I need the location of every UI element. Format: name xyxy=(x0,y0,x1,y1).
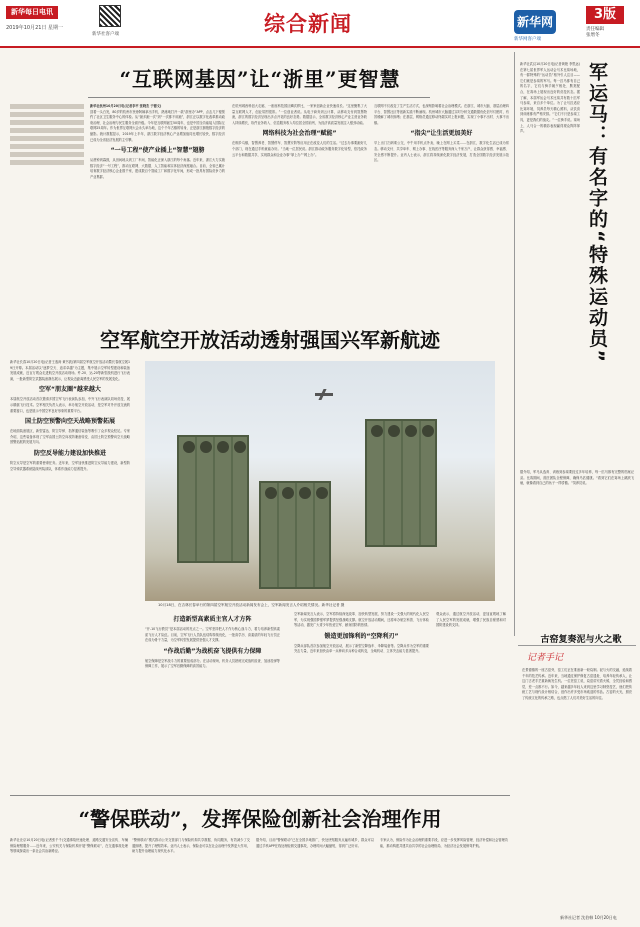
aircraft-silhouette xyxy=(315,393,333,396)
article1-text2: 在杭州城西科创大走廊，一座座科技园区鳞次栉比，一家家创新企业快速成长。“这里聚集了大量互联网人才，创业氛围很浓。”一位创业者说。从电子商务到云计算，从移动支付到智慧物流，浙江的数字经济呈现出多点开花的良好态势。数据显示，全省数字经济核心产业主营业务收入持续增长，软件业务收入、信息服务收入均位居全国前列，为经济高质量发展注入强劲动能。 xyxy=(232,104,367,125)
sidebar-title[interactable]: 军运马：有名字的“特殊运动员” xyxy=(586,62,608,364)
missile-launcher-photo[interactable] xyxy=(145,361,495,601)
photo-caption: 10月18日，在吉林长春举行的第四届空军航空开放活动新闻发布会上，空军新闻发言人介绍相关情况。新华社记者 摄 xyxy=(158,603,345,607)
article1-byline: 新华社杭州10月20日电(记者李平 张晓杰 于德文) xyxy=(90,104,162,108)
article2-text1: 新华社长春10月20日电(记者王逸涛 黄书波)第四届空军航空开放活动暨长春航空展19日开幕。本届活动以“逐梦空天、追求卓越”为主题，集中展示空军转型建设和装备发展成就，近百万观众走进航空开放活动现场。歼-20、运-20等新型战机进行飞行表演，一批新型防空武器装备静态展示，让观众近距离感受人民空军的发展变化。 xyxy=(10,360,130,381)
article2-subhead4: 打造新型高素质主官人才方阵 xyxy=(173,616,252,623)
article2-text3: 空军新闻发言人表示，空军将持续深化改革、加快转型发展，努力建设一支强大的现代化人民空军，为实现强国梦强军梦提供坚强战略支撑。航空开放活动期间，还将举办航空科普、飞行体验等活动，激发广大青少年热爱空军、献身国防的热情。 xyxy=(294,612,429,628)
article1-subhead3: “指尖”让生活更加美好 xyxy=(410,130,473,138)
article2-text2b: 航空保障是空军战斗力的重要组成部分。在活动现场，机务人员熟练完成战机检查、加油挂弹等保障工作，展示了空军后勤保障的高效能力。 xyxy=(145,658,280,669)
article2-subhead3: 防空反导能力建设加快推进 xyxy=(33,449,106,457)
article2-text3b: 空降兵部队首次参加航空开放活动，展示了新型空降战车、伞降装备等。空降兵作为空军的重要突击力量，近年来加快由单一兵种向多兵种合成转变，全域机动、立体突击能力显著提升。 xyxy=(294,643,429,654)
sidebar-text-lower: 据介绍，军马从选育、训练到参赛要经过多年培养，每一匹马都有完整的档案记录。比赛期间，兽医团队全程保障，确保马匹健康。“看到它们在赛场上跳跃飞驰，就像看到自己的孩子一样骄傲。”饲养员说。 xyxy=(520,470,634,486)
page-number: 3版 xyxy=(586,6,624,24)
article3-column1: 新华社北京10月20日电(记者张千千)交通事故快速处理、道路交通安全宣传、车辆保险理赔服务……近年来，公安机关与保险机构开展“警保联动”，在交通事故处理等领域探索出一条社会共治新路径。 xyxy=(10,838,128,854)
essay-text: 在景德镇的一座古窑旁，窑工们正在准备新一轮烧制。泥与火的交融，延续着千年的技艺传承。近年来，当地通过保护修复古窑遗址、培养年轻传承人，让这门古老手艺重新焕发生机。一位老窑工说，烧窑讲究看火候，全凭经验和感觉，差一点都不行。如今，越来越多年轻人来到这里学习制瓷技艺，他们把传统工艺与现代设计相结合，创作出许多受市场欢迎的作品。古窑的火光，照亮了传统文化的传承之路，也点燃了人们对美好生活的向往。 xyxy=(522,668,632,700)
qr-code-icon[interactable] xyxy=(99,5,121,27)
article2-text1c: 在地面装备展区，新型雷达、防空导弹、指挥通信装备等吸引了众多观众驻足。专家介绍，这些装备体现了空军由国土防空向攻防兼备转变、由国土防空预警向空天战略预警拓展的发展方向。 xyxy=(10,429,130,445)
editor-info xyxy=(586,27,604,39)
article1-text3b: 早上出门扫码乘公交，中午用手机点外卖，晚上在网上买菜……在浙江，数字化生活已成为常态。移动支付、共享单车、网上办事、在线医疗等服务深入千家万户，让群众获得感、幸福感、安全感不断提升。业内人士表示，浙江将持续深化数字经济发展，打造全国数字经济发展示范区。 xyxy=(374,141,509,163)
essay-label: 记者手记 xyxy=(527,653,564,663)
article2-text1b: 本届航空开放活动首次邀请多国空军飞行表演队参加，中外飞行表演队同场竞技，展示精湛飞行技术。空军相关负责人表示，举办航空开放活动，是空军对外开放交流的重要窗口，也是展示中国空军良好形象的重要平台。 xyxy=(10,397,130,413)
issue-date: 2019年10月21日 星期一 xyxy=(6,25,64,31)
article2-subhead1: 空军“朋友圈”越来越大 xyxy=(39,386,101,394)
article2-headline[interactable]: 空军航空开放活动透射强国兴军新航迹 xyxy=(100,328,440,352)
editor-role: 责任编辑 xyxy=(586,27,604,32)
article2-subhead5: “作战后勤”为战机奋飞提供有力保障 xyxy=(163,647,262,655)
launcher-right xyxy=(365,419,437,547)
article2-column1 xyxy=(10,360,130,792)
article2-column3 xyxy=(294,612,429,792)
article1-text1b: 从晨钟到暮鼓，从田间地头到工厂车间，智能化正深入浙江的每个角落。近年来，浙江大力实施数字经济“一号工程”，推动互联网、大数据、人工智能和实体经济深度融合。目前，全省已累计培育数字经济核心企业数千家，建成数百个智能工厂和数字化车间，形成一批具有国际竞争力的产业集群。 xyxy=(90,158,225,179)
article1-text1: 顶着一头白发，80岁的杭州市民徐阿姨拿出手机，熟练地打开一款“浙里办”APP，点击几下便预约了社区卫生服务中心的体检。从“最多跑一次”到“一次都不用跑”，浙江正以数字化改革推动政府治理、社会治理与民生服务全面升级。今年是互联网诞生50周年，也是中国全功能接入国际互联网25周年。作为世界互联网大会永久举办地，这个千年古镇的转身，正是浙江拥抱数字经济的缩影。统计数据显示，2019年上半年，浙江数字经济核心产业增加值同比增长较快，数字经济已成为全省经济发展的主引擎。 xyxy=(90,109,225,142)
article2-subhead2: 国土防空预警向空天战略预警拓展 xyxy=(24,418,115,426)
essay-title[interactable]: 古窑复奏泥与火之歌 xyxy=(540,635,622,645)
sidebar-text: 新华社武汉10月20日电(记者黄艳 李思远)在第七届世界军人运动会马术比赛场地，有一群特殊的“运动员”格外引人注目——它们就是参赛的军马。每一匹马都有自己的名字，它们与骑手朝夕相处、默契配合，在赛场上展现出良好的竞技状态。据了解，本届军运会马术比赛共有数十匹军马参赛，来自多个单位。为了让马匹适应比赛环境，饲养员每天精心照料，从饮食到训练都有严格安排。“它们不只是参赛工具，更是我们的战友。”一位骑手说。赛场上，人马合一的精彩表现赢得观众阵阵掌声。 xyxy=(520,62,580,134)
qr-label: 新华社客户端 xyxy=(92,32,119,37)
article3-rule xyxy=(10,795,510,796)
app-label: 新华网客户端 xyxy=(514,37,541,42)
paper-logo: 新华每日电讯 xyxy=(6,6,58,19)
essay-byline: 新华社记者 沈伯韩 10月20日电 xyxy=(560,915,617,920)
article1-text3: 互联网不仅改变了生产生活方式，也深刻影响着社会治理模式。在浙江，城市大脑、基层治理四平台、智慧社区等创新实践不断涌现。杭州城市大脑通过实时分析交通数据优化信号灯配时，有效缓解了城市拥堵；在基层，网格员通过移动终端实时上报问题，实现了小事不出村、大事不出镇。 xyxy=(374,104,509,125)
article2-column4: 观众表示，通过航空开放活动，更加直观地了解了人民空军的发展成就，增强了民族自豪感和对国防建设的支持。 xyxy=(436,612,506,628)
sidebar-rule xyxy=(514,52,515,636)
section-title: 综合新闻 xyxy=(264,11,352,36)
launcher-left xyxy=(177,435,249,563)
article1-text2b: 在桐乡乌镇，智慧养老、智慧停车、智慧安防等应用正在改变人们的生活。“过去办事要跑好几个部门，现在通过手机就能办好。”当地一位居民说。浙江推动政务服务数字化转型，依托政务云平台和数据共享，实现群众和企业办事“掌上办”“网上办”。 xyxy=(232,141,367,157)
app-logo[interactable]: 新华网 xyxy=(514,10,556,34)
editor-name: 张增冬 xyxy=(586,33,600,38)
launcher-center xyxy=(259,481,331,589)
article2-text2: “开-10飞行教员”是本届活动的亮点之一。空军坚持把人才作为核心战斗力，着力培养新型高素质飞行人才队伍。目前，空军飞行人员队伍结构持续优化，一批高学历、高素质的年轻飞行员正在成为骨干力量，为空军转型发展提供坚强人才支撑。 xyxy=(145,627,280,643)
article1-column3 xyxy=(374,104,509,399)
article1-headline[interactable]: “互联网基因”让“浙里”更智慧 xyxy=(119,67,401,91)
article1-subhead1: “一号工程”使产业插上“智慧”翅膀 xyxy=(110,147,205,155)
article1-rule xyxy=(88,97,430,98)
article2-subhead6: 锻造更加锋利的“空降利刃” xyxy=(324,632,399,640)
article1-subhead2: 网络科技为社会治理“赋能” xyxy=(262,130,337,138)
article3-headline[interactable]: “警保联动”，发挥保险创新社会治理作用 xyxy=(78,807,442,831)
article2-text1d: 防空反导是空军的重要使命任务。近年来，空军加快推进防空反导能力建设，新型防空导弹武器系统陆续列装部队，体系作战能力显著提升。 xyxy=(10,460,130,471)
sidebar-title-box xyxy=(586,62,636,472)
article2-column2 xyxy=(145,612,280,792)
article3-column4: 专家认为，保险作为社会治理的重要手段，应进一步发挥风险管理、经济补偿和社会管理功能，推动构建共建共治共享的社会治理格局，为经济社会发展保驾护航。 xyxy=(380,838,508,848)
masthead xyxy=(0,0,640,48)
article3-column3: 据介绍，目前“警保联动”已在全国多地推广，快处快赔服务点遍布城乡，群众可以通过手机APP在线处理轻微交通事故，办理时间大幅缩短，得到广泛好评。 xyxy=(256,838,374,848)
article3-column2: “警保联动”模式推动公安交管部门与保险机构共享数据、协同服务，有效减少了交通拥堵，提升了理赔效率。业内人士表示，保险业可以在社会治理中发挥更大作用，助力提升治理能力现代化水平。 xyxy=(132,838,250,854)
